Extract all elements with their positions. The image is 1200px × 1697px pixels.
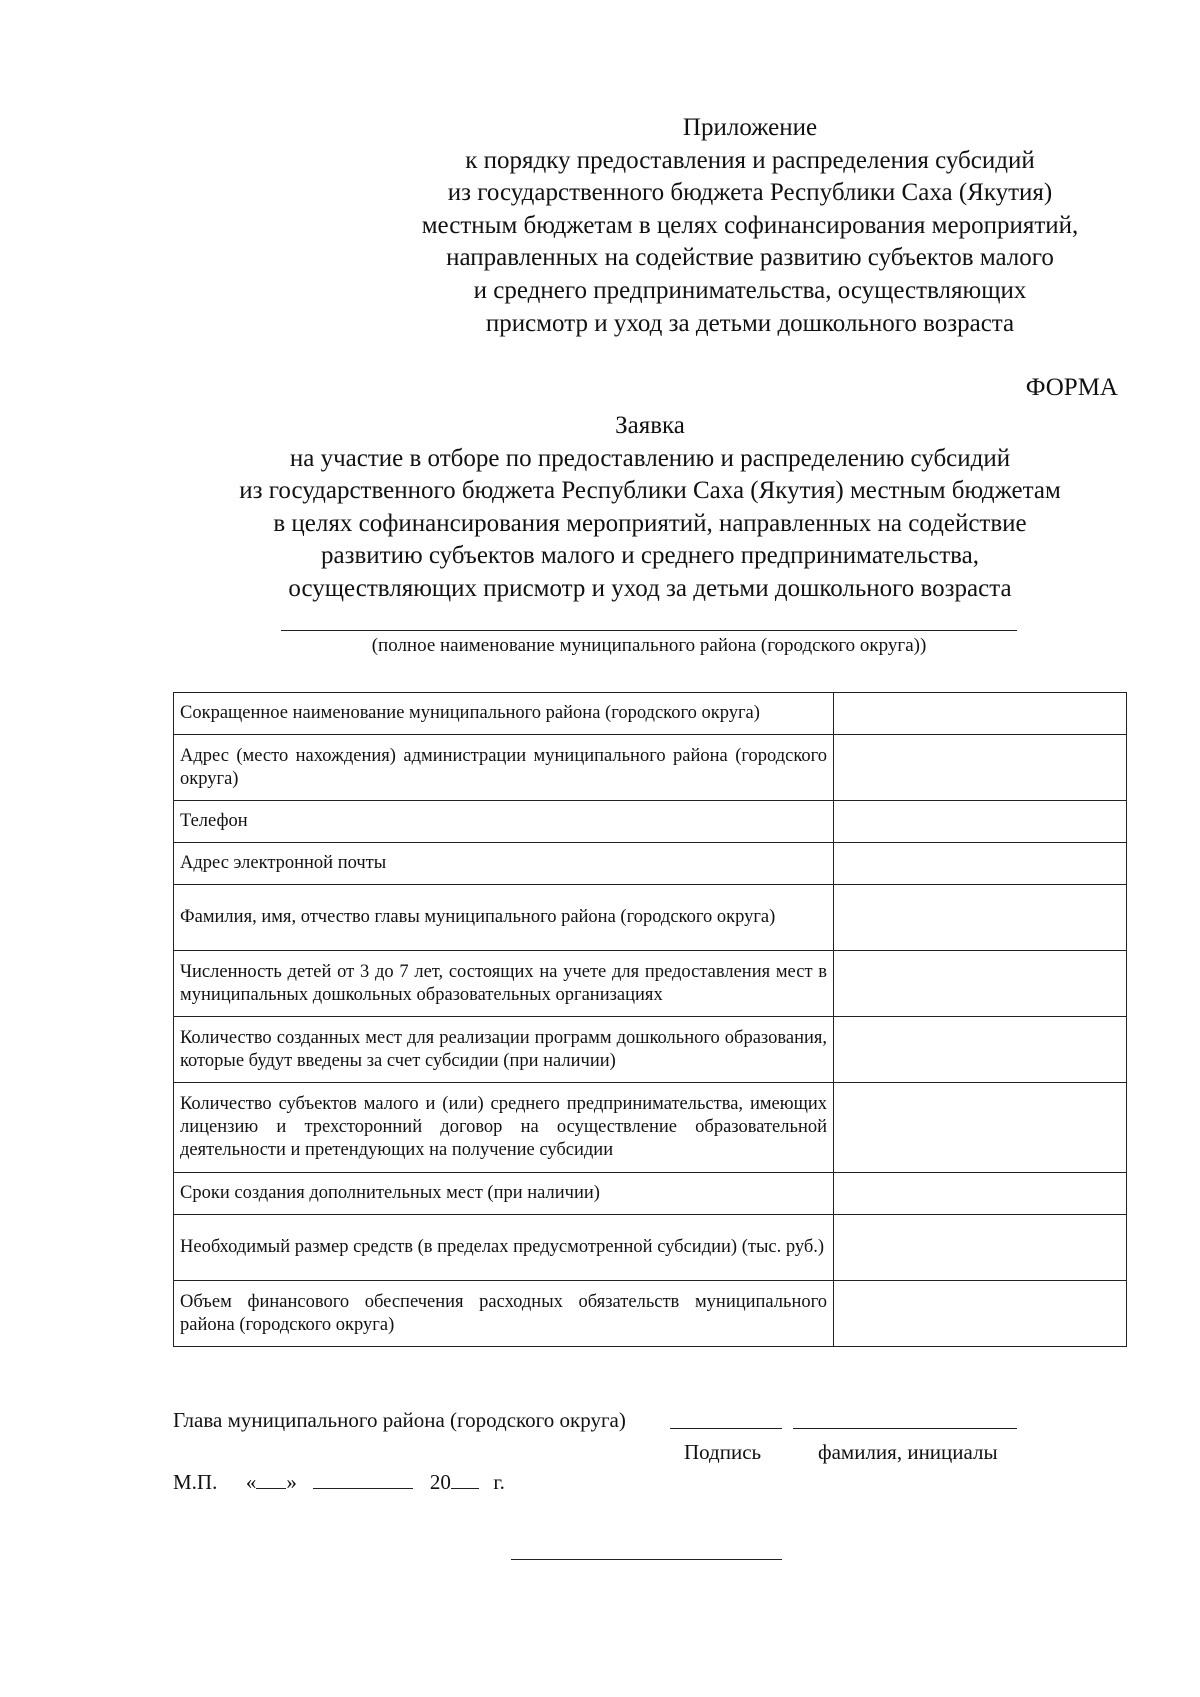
appendix-line: местным бюджетам в целях софинансирования мероприятий,: [421, 211, 1079, 239]
year-suffix: г.: [493, 1470, 505, 1494]
title-line: в целях софинансирования мероприятий, направленных на содействие: [273, 509, 1027, 537]
title-line: развитию субъектов малого и среднего предпринимательства,: [320, 542, 980, 570]
year-blank[interactable]: [451, 1468, 479, 1489]
municipality-name-blank[interactable]: [281, 630, 1017, 631]
table-row: [174, 843, 1127, 885]
day-quote-open: «: [245, 1470, 257, 1494]
table-row: [174, 1215, 1127, 1281]
row-value-cell[interactable]: [834, 735, 1127, 801]
forma-label: ФОРМА: [1025, 374, 1118, 401]
title-line: осуществляющих присмотр и уход за детьми дошкольного возраста: [288, 574, 1012, 602]
year-prefix: 20: [429, 1470, 451, 1494]
table-row: [174, 1017, 1127, 1083]
appendix-line: из государственного бюджета Республики Саха (Якутия): [447, 179, 1053, 207]
table-row: [174, 1083, 1127, 1173]
row-label: Численность детей от 3 до 7 лет, состоящих на учете для предоставления мест в муниципальных дошкольных образовательных организациях: [174, 951, 834, 1017]
bottom-separator-line: [511, 1559, 782, 1560]
row-value-cell[interactable]: [834, 951, 1127, 1017]
appendix-line: к порядку предоставления и распределения субсидий: [465, 146, 1035, 174]
appendix-header: [372, 112, 1128, 340]
table-row: [174, 1173, 1127, 1215]
signature-blank[interactable]: [670, 1428, 782, 1429]
appendix-line: присмотр и уход за детьми дошкольного возраста: [485, 309, 1015, 337]
name-initials-blank[interactable]: [793, 1428, 1017, 1429]
table-row: [174, 801, 1127, 843]
row-value-cell[interactable]: [834, 1017, 1127, 1083]
row-value-cell[interactable]: [834, 1173, 1127, 1215]
row-label: Сроки создания дополнительных мест (при наличии): [174, 1173, 834, 1215]
row-value-cell[interactable]: [834, 693, 1127, 735]
appendix-line: Приложение: [682, 114, 818, 141]
application-title: [0, 410, 1200, 606]
row-value-cell[interactable]: [834, 1281, 1127, 1347]
day-blank[interactable]: [256, 1468, 286, 1489]
row-value-cell[interactable]: [834, 843, 1127, 885]
row-value-cell[interactable]: [834, 801, 1127, 843]
row-label: Сокращенное наименование муниципального района (городского округа): [174, 693, 834, 735]
municipality-caption: (полное наименование муниципального района (городского округа)): [371, 635, 927, 656]
row-label: Адрес (место нахождения) администрации муниципального района (городского округа): [174, 735, 834, 801]
appendix-line: и среднего предпринимательства, осуществляющих: [473, 276, 1027, 304]
row-label: Количество субъектов малого и (или) среднего предпринимательства, имеющих лицензию и трехсторонний договор на осуществление образовательной деятельности и претендующих на получение субсидии: [174, 1083, 834, 1173]
table-row: [174, 951, 1127, 1017]
row-label: Адрес электронной почты: [174, 843, 834, 885]
row-label: Фамилия, имя, отчество главы муниципального района (городского округа): [174, 885, 834, 951]
table-row: [174, 885, 1127, 951]
row-value-cell[interactable]: [834, 1083, 1127, 1173]
title-line: из государственного бюджета Республики Саха (Якутия) местным бюджетам: [239, 477, 1061, 505]
title-line: Заявка: [615, 412, 685, 439]
row-label: Необходимый размер средств (в пределах предусмотренной субсидии) (тыс. руб.): [174, 1215, 834, 1281]
row-label: Объем финансового обеспечения расходных обязательств муниципального района (городского округа): [174, 1281, 834, 1347]
signature-caption: Подпись: [684, 1440, 762, 1464]
row-value-cell[interactable]: [834, 885, 1127, 951]
head-signature-label: Глава муниципального района (городского округа): [173, 1408, 626, 1432]
row-label: Телефон: [174, 801, 834, 843]
table-row: [174, 735, 1127, 801]
application-table: [173, 692, 1127, 1347]
appendix-line: направленных на содействие развитию субъектов малого: [446, 244, 1054, 272]
title-line: на участие в отборе по предоставлению и распределению субсидий: [289, 444, 1011, 472]
mp-label: М.П.: [173, 1470, 218, 1494]
table-row: [174, 1281, 1127, 1347]
month-blank[interactable]: [313, 1468, 413, 1489]
row-value-cell[interactable]: [834, 1215, 1127, 1281]
stamp-date-row: [173, 1468, 505, 1496]
name-initials-caption: фамилия, инициалы: [818, 1440, 998, 1464]
day-quote-close: »: [286, 1470, 297, 1494]
table-row: [174, 693, 1127, 735]
row-label: Количество созданных мест для реализации программ дошкольного образования, которые будут введены за счет субсидии (при наличии): [174, 1017, 834, 1083]
